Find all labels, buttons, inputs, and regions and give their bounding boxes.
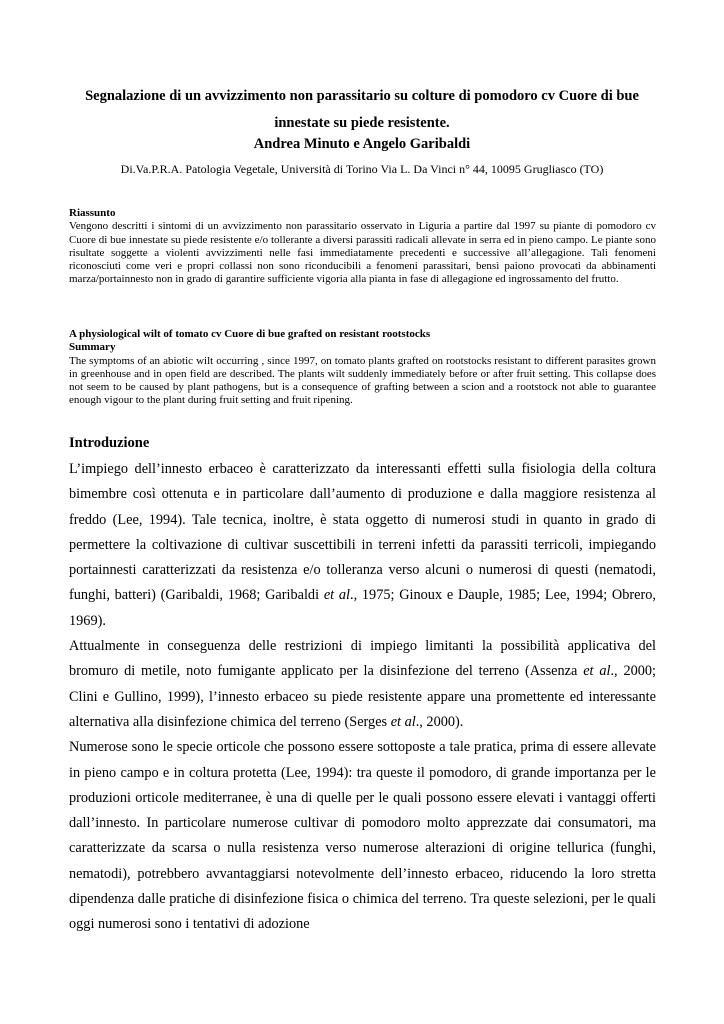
paper-affiliation: Di.Va.P.R.A. Patologia Vegetale, Università di Torino Via L. Da Vinci n° 44, 10095 Grugliasco (TO) <box>120 162 604 176</box>
riassunto-text: Vengono descritti i sintomi di un avvizzimento non parassitario osservato in Liguria a partire dal 1997 su piante di pomodoro cv Cuore di bue innestate su piede resistente e/o tollerante a diversi parassiti radicali allevate in serra ed in pieno campo. Le piante sono risultate soggette a violenti avvizzimenti nelle fasi immediatamente precedenti e successive all’allegagione. Tali fenomeni riconosciuti come veri e propri collassi non sono riconducibili a fenomeni parassitari, bensì paiono provocati da abbinamenti marza/portainnesto non in grado di garantire sufficiente vigoria alla pianta in fase di allegagione ed ingrossamento del frutto. <box>69 220 656 286</box>
summary-text: The symptoms of an abiotic wilt occurring , since 1997, on tomato plants grafted on rootstocks resistant to different parasites grown in greenhouse and in open field are described. The plants wilt suddenly immediately before or after fruit setting. This collapse does not seem to be caused by plant pathogens, but is a consequence of grafting between a scion and a rootstock not able to guarantee enough vigour to the plant during fruit setting and fruit ripening. <box>69 354 656 407</box>
english-title: A physiological wilt of tomato cv Cuore di bue grafted on resistant rootstocks <box>69 328 431 340</box>
p2-text-a: Attualmente in conseguenza delle restrizioni di impiego limitanti la possibilità applicativa del bromuro di metile, noto fumigante applicato per la disinfezione del terreno (Assenza <box>69 638 656 680</box>
paper-authors: Andrea Minuto e Angelo Garibaldi <box>253 136 471 152</box>
riassunto-section <box>69 207 656 287</box>
summary-section <box>69 328 656 408</box>
introduzione-paragraph-1 <box>69 457 656 634</box>
introduzione-heading: Introduzione <box>69 435 150 451</box>
summary-heading: Summary <box>69 341 116 354</box>
riassunto-heading: Riassunto <box>69 207 116 219</box>
p2-et-al-2: et al <box>390 713 416 730</box>
introduzione-body <box>69 457 656 938</box>
p1-text-b: ., 1975; Ginoux e Dauple, 1985; Lee, 1994; Obrero, 1969). <box>69 587 656 629</box>
p1-text-a: L’impiego dell’innesto erbaceo è caratterizzato da interessanti effetti sulla fisiologia della coltura bimembre così ottenuta e in particolare dall’aumento di produzione e dalla maggiore resistenza al freddo (Lee, 1994). Tale tecnica, inoltre, è stata oggetto di numerosi studi in quanto in grado di permettere la coltivazione di cultivar suscettibili in terreni infetti da parassiti terricoli, impiegando portainnesti caratterizzati da resistenza e/o tolleranza verso alcuni o numerosi di questi (nematodi, funghi, batteri) (Garibaldi, 1968; Garibaldi <box>69 461 656 604</box>
p2-text-c: ., 2000). <box>415 713 464 730</box>
introduzione-paragraph-3: Numerose sono le specie orticole che possono essere sottoposte a tale pratica, prima di essere allevate in pieno campo e in coltura protetta (Lee, 1994): tra queste il pomodoro, di grande importanza per le produzioni orticole mediterranee, è una di quelle per le quali possono essere elevati i vantaggi offerti dall’innesto. In particolare numerose cultivar di pomodoro molto apprezzate dai consumatori, ma caratterizzate da scarsa o nulla resistenza verso numerose alterazioni di origine tellurica (funghi, nematodi), potrebbero avvantaggiarsi notevolmente dell’innesto erbaceo, riducendo la loro stretta dipendenza dalle pratiche di disinfezione fisica o chimica del terreno. Tra queste selezioni, per le quali oggi numerosi sono i tentativi di adozione <box>69 739 656 933</box>
paper-title <box>69 83 655 137</box>
paper-title-line-1: Segnalazione di un avvizzimento non parassitario su colture di pomodoro cv Cuore di bue <box>85 88 639 104</box>
paper-title-line-2: innestate su piede resistente. <box>274 115 450 131</box>
p2-et-al-1: et al <box>583 663 611 680</box>
introduzione-paragraph-2 <box>69 634 656 735</box>
p1-et-al: et al <box>323 587 350 604</box>
p2-text-b: ., 2000; Clini e Gullino, 1999), l’innesto erbaceo su piede resistente appare una promettente ed interessante alternativa alla disinfezione chimica del terreno (Serges <box>69 663 657 730</box>
